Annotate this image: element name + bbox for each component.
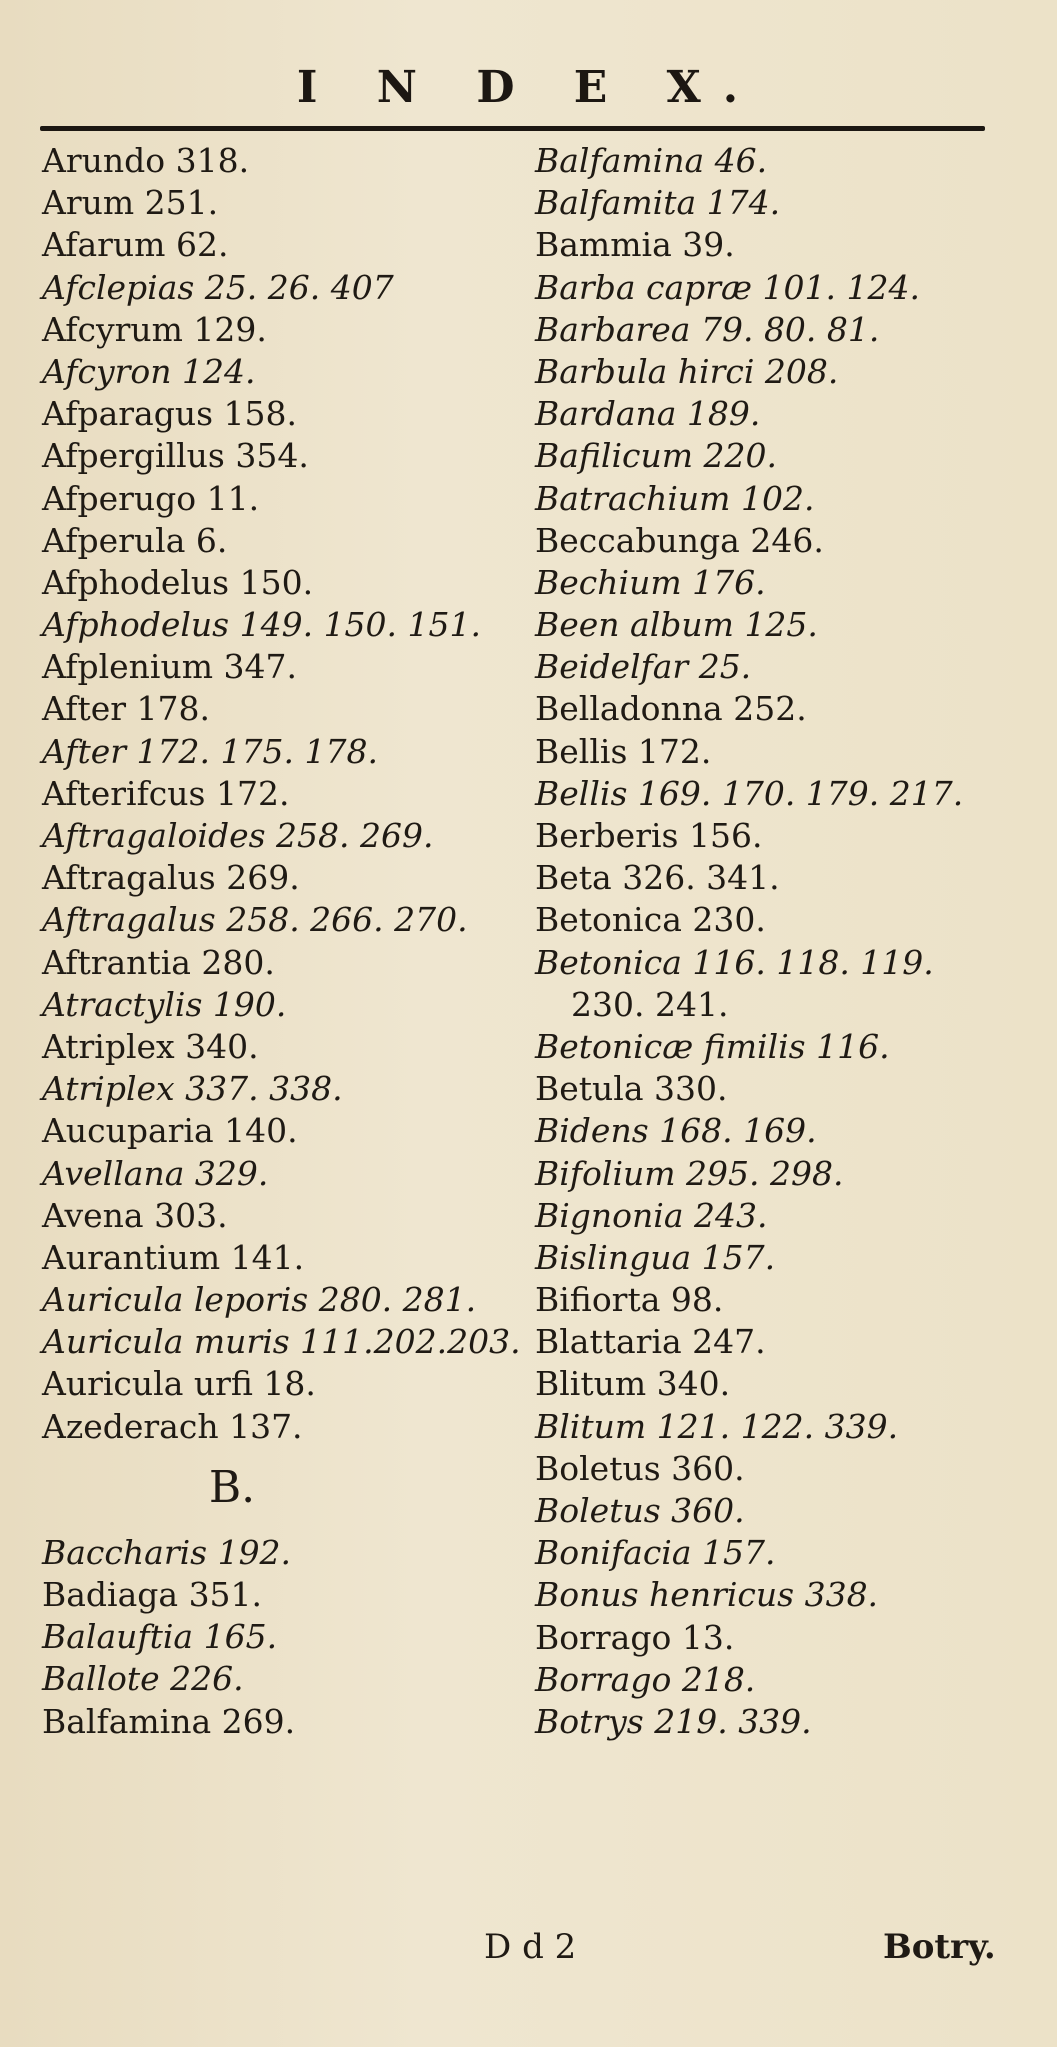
index-entry: Afclepias 25. 26. 407 <box>42 267 394 307</box>
index-entry: Avena 303. <box>42 1195 228 1235</box>
index-entry: Borrago 13. <box>535 1617 735 1657</box>
index-entry: Afphodelus 150. <box>42 562 314 602</box>
index-entry: Badiaga 351. <box>42 1575 263 1614</box>
index-entry: Bechium 176. <box>535 562 766 602</box>
index-entry: Berberis 156. <box>535 816 763 855</box>
index-entry: Arum 251. <box>42 183 219 223</box>
index-entry: Boletus 360. <box>535 1448 745 1488</box>
index-entry: Balfamina 269. <box>42 1701 296 1741</box>
index-entry: 230. 241. <box>571 984 729 1024</box>
index-entry: Betonica 116. 118. 119. <box>535 942 934 982</box>
index-entry: Aftrantia 280. <box>42 942 275 982</box>
index-entry: Been album 125. <box>535 605 818 645</box>
index-entry: Barba capræ 101. 124. <box>535 267 920 307</box>
index-entry: Bignonia 243. <box>535 1195 768 1235</box>
page-title: I N D E X. <box>296 62 761 113</box>
index-entry: Aurantium 141. <box>42 1237 305 1277</box>
index-entry: Bifiorta 98. <box>535 1280 724 1320</box>
index-entry: Bammia 39. <box>535 225 735 265</box>
index-entry: Afperula 6. <box>42 520 228 560</box>
index-entry: Atriplex 340. <box>42 1026 259 1066</box>
index-entry: Blattaria 247. <box>535 1322 766 1362</box>
index-entry: Beidelfar 25. <box>535 647 752 687</box>
index-entry: Botrys 219. 339. <box>535 1701 812 1741</box>
index-entry: Bardana 189. <box>535 394 761 434</box>
index-entry: Auricula leporis 280. 281. <box>42 1280 477 1320</box>
index-entry: Aftragaloides 258. 269. <box>42 816 434 855</box>
index-entry: Afphodelus 149. 150. 151. <box>42 605 482 645</box>
index-entry: Balfamita 174. <box>535 183 781 223</box>
index-entry: Boletus 360. <box>535 1491 745 1530</box>
index-entry: Afperugo 11. <box>42 478 260 518</box>
index-entry: Atriplex 337. 338. <box>42 1069 343 1109</box>
header-rule <box>40 126 985 131</box>
index-entry: Auricula muris 111.202.203. <box>42 1322 521 1362</box>
index-entry: Afpergillus 354. <box>42 436 309 476</box>
index-entry: Balauftia 165. <box>42 1617 278 1657</box>
index-entry: After 172. 175. 178. <box>42 731 378 771</box>
index-entry: Bonus henricus 338. <box>535 1575 879 1615</box>
index-entry: Barbarea 79. 80. 81. <box>535 309 880 349</box>
index-entry: Bifolium 295. 298. <box>535 1153 844 1193</box>
index-entry: Atractylis 190. <box>42 984 287 1024</box>
right-index-column <box>535 140 1015 1743</box>
index-entry: Afplenium 347. <box>42 647 297 687</box>
index-entry: Ballote 226. <box>42 1659 244 1699</box>
index-entry: Beccabunga 246. <box>535 520 824 560</box>
catchword: Botry. <box>883 1927 996 1967</box>
index-entry: Azederach 137. <box>42 1406 303 1446</box>
section-letter: B. <box>208 1461 256 1513</box>
index-entry: Aucuparia 140. <box>42 1111 298 1151</box>
signature-mark: D d 2 <box>484 1927 577 1967</box>
index-entry: Afparagus 158. <box>42 394 297 434</box>
index-entry: Afterifcus 172. <box>42 773 290 813</box>
index-entry: Bidens 168. 169. <box>535 1111 817 1151</box>
index-entry: Borrago 218. <box>535 1659 756 1699</box>
index-entry: Belladonna 252. <box>535 689 807 729</box>
index-entry: Afcyron 124. <box>42 351 256 391</box>
index-entry: Balfamina 46. <box>535 141 768 180</box>
index-entry: Aftragalus 269. <box>42 858 300 898</box>
index-entry: Aftragalus 258. 266. 270. <box>42 900 468 940</box>
index-entry: Betonicæ fimilis 116. <box>535 1026 890 1066</box>
index-entry: Betula 330. <box>535 1069 728 1109</box>
index-entry: Bafilicum 220. <box>535 436 778 476</box>
index-entry: Betonica 230. <box>535 900 766 940</box>
index-entry: Bonifacia 157. <box>535 1533 776 1573</box>
index-entry: Afcyrum 129. <box>42 309 267 349</box>
index-entry: Batrachium 102. <box>535 478 815 518</box>
index-entry: Baccharis 192. <box>42 1532 292 1572</box>
index-entry: Arundo 318. <box>42 141 250 180</box>
index-entry: Avellana 329. <box>42 1153 269 1193</box>
index-entry: Bellis 172. <box>535 731 712 771</box>
index-entry: Afarum 62. <box>42 225 229 265</box>
index-entry: After 178. <box>42 689 210 729</box>
index-entry: Beta 326. 341. <box>535 858 780 898</box>
index-entry: Blitum 121. 122. 339. <box>535 1406 899 1446</box>
index-entry: Barbula hirci 208. <box>535 351 839 391</box>
index-entry: Auricula urfi 18. <box>42 1364 316 1404</box>
index-entry: Bislingua 157. <box>535 1237 776 1277</box>
left-index-column <box>42 140 522 1743</box>
index-entry: Blitum 340. <box>535 1364 731 1404</box>
index-entry: Bellis 169. 170. 179. 217. <box>535 773 964 813</box>
